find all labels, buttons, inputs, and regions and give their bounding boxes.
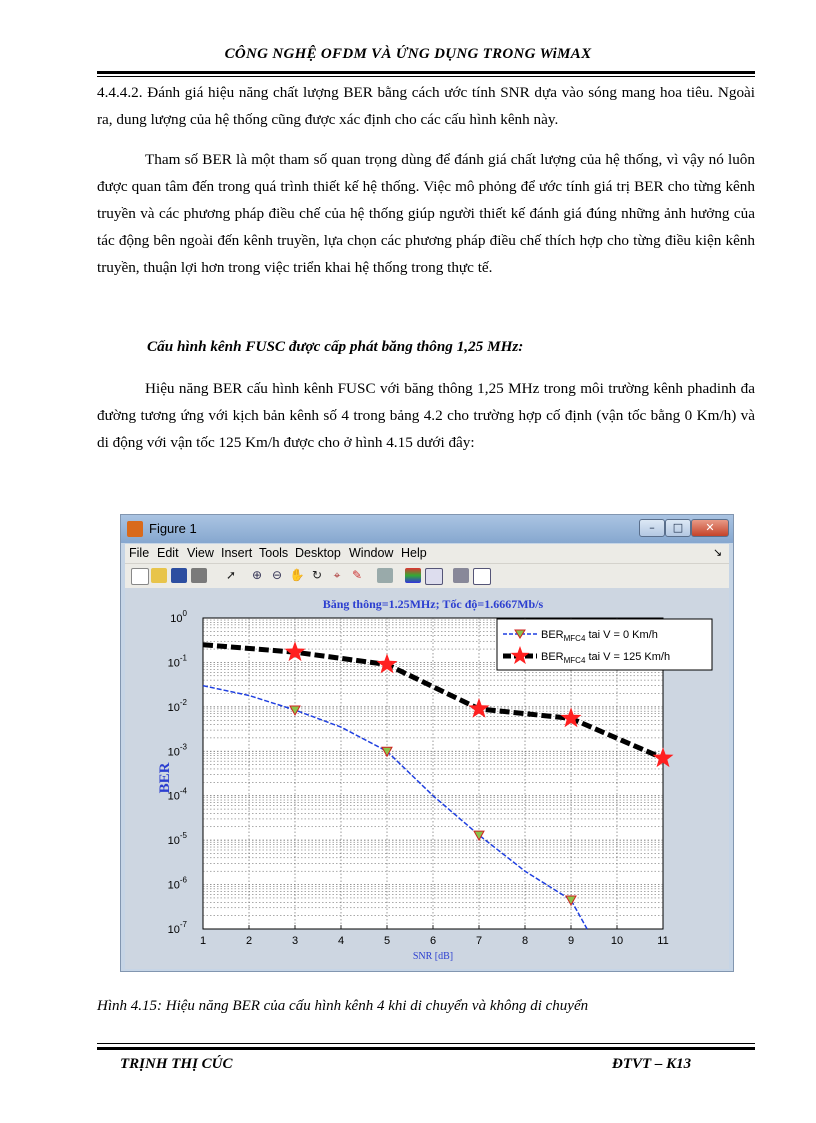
menu-file[interactable]: File <box>129 546 150 560</box>
y-tick-label: $10^{-7}$ <box>167 920 187 936</box>
figure-menubar <box>125 544 729 563</box>
x-tick-label: 6 <box>429 935 437 947</box>
section-heading: Cấu hình kênh FUSC được cấp phát băng thông 1,25 MHz: <box>147 338 524 355</box>
brush-icon[interactable]: ✎ <box>351 568 363 582</box>
menu-edit[interactable]: Edit <box>157 546 179 560</box>
x-tick-label: 10 <box>610 935 624 947</box>
print-icon[interactable] <box>191 568 207 583</box>
legend-label-v0-sub: MFC4 <box>563 634 586 643</box>
legend-label-v125-rest: tai V = 125 Km/h <box>585 651 671 663</box>
new-figure-icon[interactable] <box>131 568 149 585</box>
figure-title: Figure 1 <box>149 521 197 536</box>
x-tick-label: 4 <box>337 935 345 947</box>
header-rule-thin <box>97 76 755 77</box>
link-icon[interactable] <box>377 568 393 583</box>
x-tick-label: 1 <box>199 935 207 947</box>
figure-toolbar <box>125 563 729 588</box>
legend-label-v125-base: BER <box>541 651 564 663</box>
legend-label-v125 <box>541 651 670 665</box>
rotate-icon[interactable]: ↻ <box>311 568 323 582</box>
dock-arrow-icon[interactable]: ↘ <box>713 547 723 559</box>
hide-plottools-icon[interactable] <box>453 568 469 583</box>
legend-icon[interactable] <box>425 568 443 585</box>
chart-title: Băng thông=1.25MHz; Tốc độ=1.6667Mb/s <box>322 597 544 611</box>
x-tick-label: 9 <box>567 935 575 947</box>
legend-label-v0 <box>541 629 658 643</box>
x-tick-label: 11 <box>657 935 669 947</box>
footer-rule-thick <box>97 1047 755 1050</box>
y-tick-label: $10^{-4}$ <box>167 786 187 803</box>
y-tick-label: $10^{-5}$ <box>167 831 187 848</box>
close-button[interactable]: ✕ <box>691 519 729 537</box>
paragraph-fusc-performance <box>97 375 755 456</box>
maximize-button[interactable]: □ <box>665 519 691 537</box>
x-tick-label: 3 <box>291 935 299 947</box>
y-tick-label: $10^{-2}$ <box>167 697 187 714</box>
zoom-out-icon[interactable]: ⊖ <box>271 568 283 582</box>
y-tick-label: $10^{-6}$ <box>167 875 187 892</box>
legend-label-v0-base: BER <box>541 629 564 641</box>
figure-canvas <box>125 588 729 969</box>
paragraph-ber-parameter-text: Tham số BER là một tham số quan trọng dùng để đánh giá chất lượng của hệ thống, vì vậy nó luôn được quan tâm đến trong quá trình thiết kế hệ thống. Việc mô phỏng để ước tính giá trị BER cho từng kênh truyền và các phương pháp điều chế của hệ thống giúp người thiết kế đánh giá đúng những ảnh hưởng của tác động bên ngoài đến kênh truyền, lựa chọn các phương pháp điều chế thích hợp cho từng điều kiện kênh truyền, thuận lợi hơn trong việc triển khai hệ thống trong thực tế. <box>97 151 755 276</box>
open-icon[interactable] <box>151 568 167 583</box>
figure-titlebar[interactable] <box>121 515 733 543</box>
minimize-button[interactable]: – <box>639 519 665 537</box>
zoom-in-icon[interactable]: ⊕ <box>251 568 263 582</box>
x-axis-label: SNR [dB] <box>412 951 454 962</box>
x-tick-label: 8 <box>521 935 529 947</box>
paragraph-4-4-4-2: 4.4.4.2. Đánh giá hiệu năng chất lượng BER bằng cách ước tính SNR dựa vào sóng mang hoa tiêu. Ngoài ra, dung lượng của hệ thống cũng được xác định cho các cấu hình kênh này. <box>97 84 755 128</box>
page-header-title: CÔNG NGHỆ OFDM VÀ ỨNG DỤNG TRONG WiMAX <box>224 46 592 62</box>
menu-tools[interactable]: Tools <box>259 546 289 560</box>
figure-caption: Hình 4.15: Hiệu năng BER của cấu hình kênh 4 khi di chuyển và không di chuyển <box>97 998 589 1014</box>
paragraph-ber-parameter <box>97 146 755 281</box>
legend[interactable] <box>497 619 712 670</box>
legend-label-v125-sub: MFC4 <box>563 656 586 665</box>
y-tick-label: $10^{-3}$ <box>167 742 187 759</box>
legend-label-v0-rest: tai V = 0 Km/h <box>585 629 658 641</box>
x-tick-label: 5 <box>383 935 391 947</box>
ber-chart <box>125 588 729 969</box>
y-tick-label: $10^0$ <box>170 609 187 625</box>
y-axis-label: BER <box>157 762 173 794</box>
colorbar-icon[interactable] <box>405 568 421 583</box>
x-tick-label: 2 <box>245 935 253 947</box>
show-plottools-icon[interactable] <box>473 568 491 585</box>
header-rule-thick <box>97 71 755 74</box>
x-tick-label: 7 <box>475 935 483 947</box>
footer-rule-thin <box>97 1043 755 1044</box>
menu-help[interactable]: Help <box>401 546 427 560</box>
datacursor-icon[interactable]: ⌖ <box>333 568 341 582</box>
pan-icon[interactable]: ✋ <box>289 568 305 582</box>
figure-window <box>120 514 734 972</box>
save-icon[interactable] <box>171 568 187 583</box>
menu-view[interactable]: View <box>187 546 214 560</box>
menu-insert[interactable]: Insert <box>221 546 253 560</box>
pointer-icon[interactable]: ➚ <box>225 568 237 582</box>
footer-class: ĐTVT – K13 <box>612 1056 692 1072</box>
matlab-figure-icon <box>127 521 143 537</box>
menu-window[interactable]: Window <box>349 546 394 560</box>
y-tick-label: $10^{-1}$ <box>167 653 187 670</box>
menu-desktop[interactable]: Desktop <box>295 546 341 560</box>
footer-author: TRỊNH THỊ CÚC <box>120 1056 233 1072</box>
paragraph-fusc-performance-text: Hiệu năng BER cấu hình kênh FUSC với băng thông 1,25 MHz trong môi trường kênh phadinh đa đường tương ứng với kịch bản kênh số 4 trong bảng 4.2 cho trường hợp cố định (vận tốc bằng 0 Km/h) và di động với vận tốc 125 Km/h được cho ở hình 4.15 dưới đây: <box>97 380 755 451</box>
